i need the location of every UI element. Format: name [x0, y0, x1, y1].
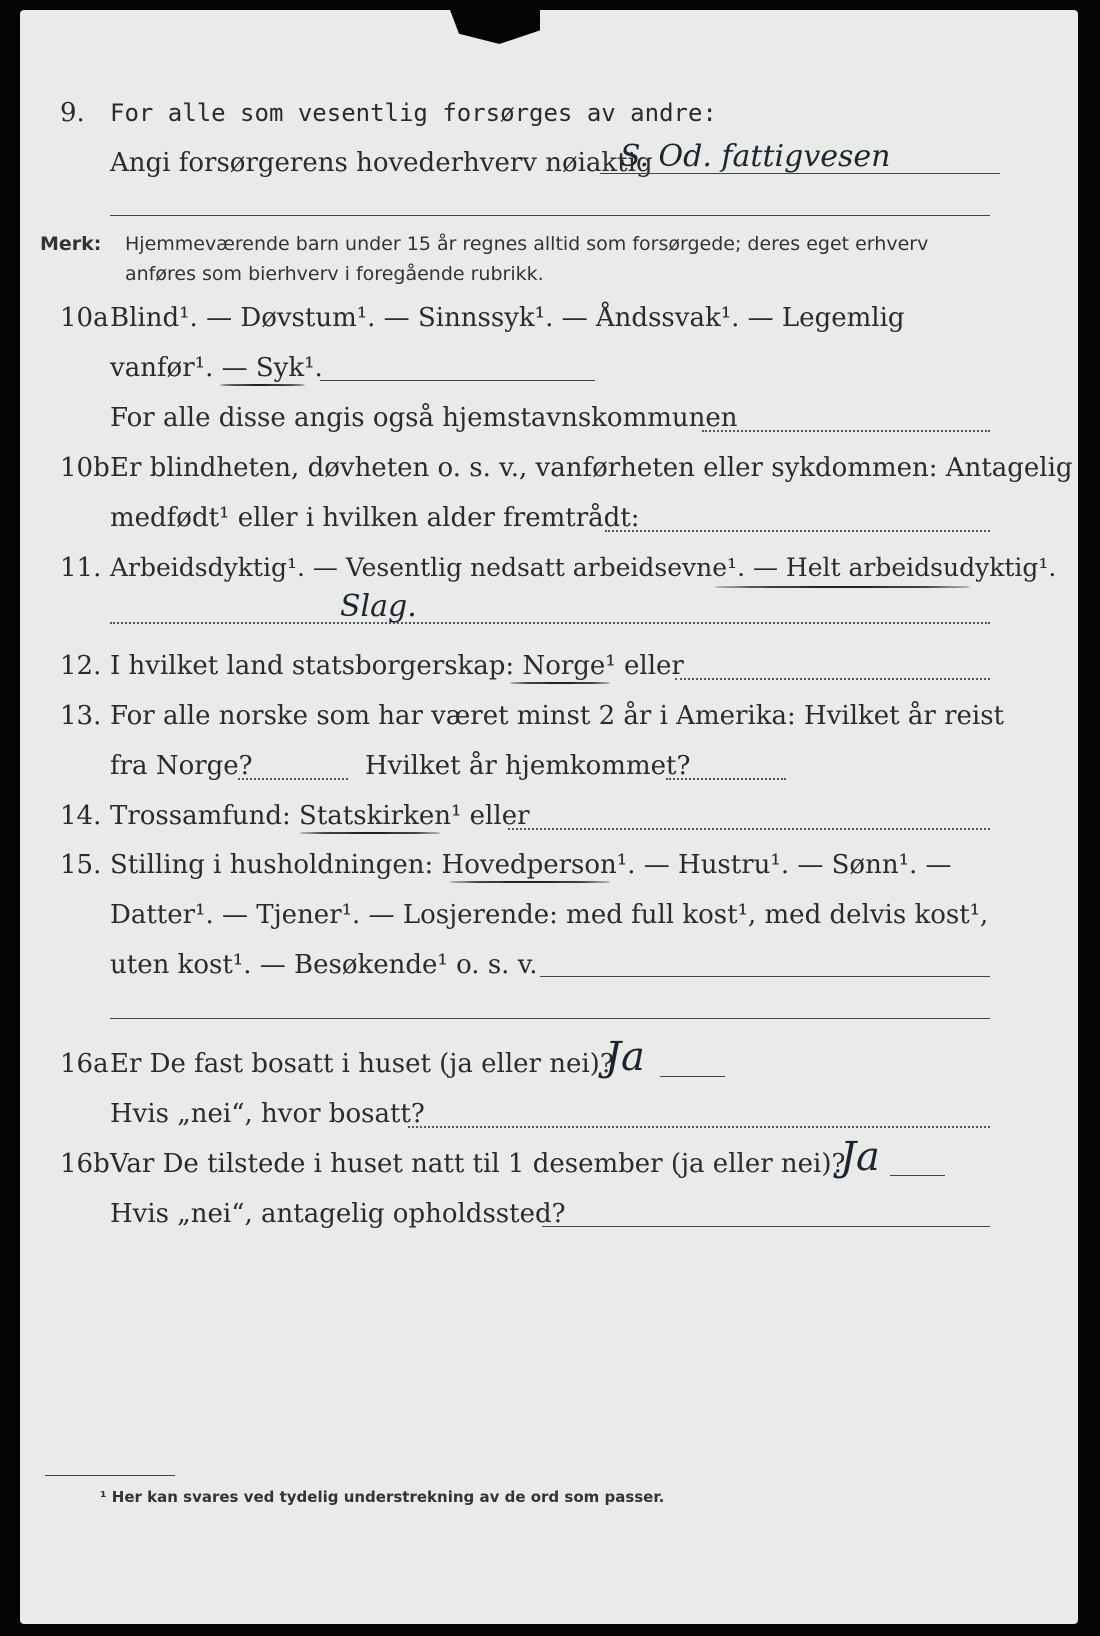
- q10b-line2: medfødt¹ eller i hvilken alder fremtrådt:: [110, 503, 640, 533]
- q15-line2: Datter¹. — Tjener¹. — Losjerende: med full kost¹, med delvis kost¹,: [110, 900, 989, 930]
- q16a-line1: Er De fast bosatt i huset (ja eller nei)?: [110, 1049, 614, 1079]
- q9-number: 9.: [60, 98, 85, 128]
- q9-line2: Angi forsørgerens hovederhverv nøiaktig: [110, 148, 653, 178]
- q10b-number: 10b: [60, 453, 110, 483]
- torn-notch: [450, 10, 540, 44]
- q10a-number: 10a: [60, 303, 109, 333]
- helt-arbeidsudyktig-underline: [715, 586, 970, 588]
- q16a-number: 16a: [60, 1049, 109, 1079]
- q14-line1: Trossamfund: Statskirken¹ eller: [110, 801, 530, 831]
- q11-number: 11.: [60, 553, 102, 583]
- q16b-line1: Var De tilstede i huset natt til 1 desember (ja eller nei)?: [110, 1149, 846, 1179]
- footnote: ¹ Her kan svares ved tydelig understrekning av de ord som passer.: [100, 1488, 665, 1506]
- q13-line2b: Hvilket år hjemkommet?: [365, 751, 691, 781]
- q16b-answer: Ja: [840, 1134, 880, 1180]
- q11-line1: Arbeidsdyktig¹. — Vesentlig nedsatt arbeidsevne¹. — Helt arbeidsudyktig¹.: [110, 553, 1057, 582]
- hovedperson-underline: [450, 881, 610, 883]
- q10b-line1: Er blindheten, døvheten o. s. v., vanførheten eller sykdommen: Antagelig: [110, 453, 1073, 483]
- q13-line2a: fra Norge?: [110, 751, 253, 781]
- syk-underline: [220, 384, 305, 386]
- q12-number: 12.: [60, 651, 102, 681]
- q13-line1: For alle norske som har været minst 2 år i Amerika: Hvilket år reist: [110, 701, 1004, 731]
- q16b-line2: Hvis „nei“, antagelig opholdssted?: [110, 1199, 566, 1229]
- norge-underline: [510, 682, 610, 684]
- q9-answer: S. Od. fattigvesen: [620, 139, 891, 174]
- q15-number: 15.: [60, 850, 102, 880]
- statskirken-underline: [300, 832, 440, 834]
- q14-number: 14.: [60, 801, 102, 831]
- q13-number: 13.: [60, 701, 102, 731]
- q10a-line3: For alle disse angis også hjemstavnskommunen: [110, 403, 738, 433]
- q11-answer: Slag.: [340, 589, 417, 624]
- merk-line1: Hjemmeværende barn under 15 år regnes alltid som forsørgede; deres eget erhverv: [125, 233, 929, 255]
- q10a-line2: vanfør¹. — Syk¹.: [110, 353, 323, 383]
- q16a-line2: Hvis „nei“, hvor bosatt?: [110, 1099, 425, 1129]
- q10a-line1: Blind¹. — Døvstum¹. — Sinnssyk¹. — Åndssvak¹. — Legemlig: [110, 303, 905, 333]
- q15-line1: Stilling i husholdningen: Hovedperson¹. — Hustru¹. — Sønn¹. —: [110, 850, 952, 880]
- q12-line1: I hvilket land statsborgerskap: Norge¹ eller: [110, 651, 684, 681]
- q9-line1: For alle som vesentlig forsørges av andre:: [110, 99, 717, 127]
- q16a-answer: Ja: [605, 1034, 645, 1080]
- census-form-sheet: [20, 10, 1078, 1624]
- q16b-number: 16b: [60, 1149, 110, 1179]
- merk-label: Merk:: [40, 233, 102, 255]
- merk-line2: anføres som bierhverv i foregående rubrikk.: [125, 263, 544, 285]
- q15-line3: uten kost¹. — Besøkende¹ o. s. v.: [110, 950, 538, 980]
